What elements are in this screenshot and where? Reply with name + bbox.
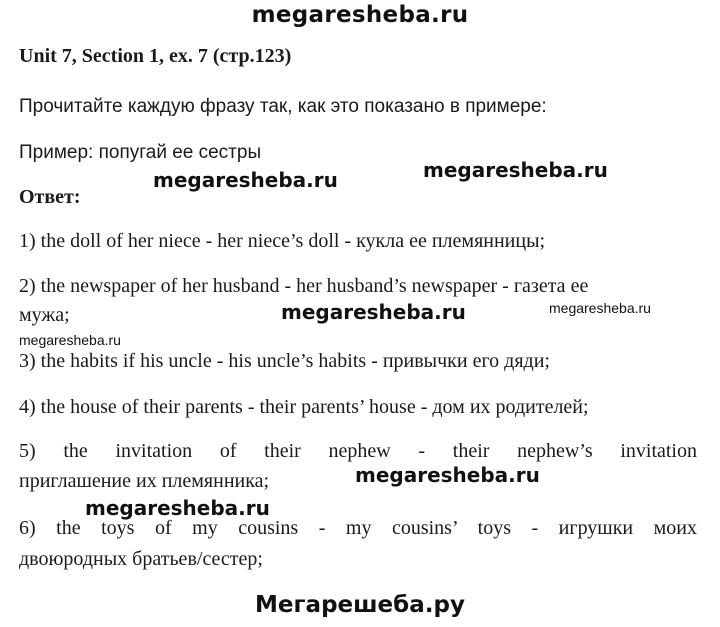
- answer-item-6-continuation: двоюродных братьев/сестер;: [19, 548, 263, 570]
- answer-item-3: 3) the habits if his uncle - his uncle’s habits - привычки его дяди;: [19, 350, 550, 372]
- answer-item-6: 6) the toys of my cousins - my cousins’ toys - игрушки моих: [19, 517, 697, 539]
- answer-item-4: 4) the house of their parents - their parents’ house - дом их родителей;: [19, 396, 589, 418]
- answer-item-2-continuation: мужа;: [19, 304, 70, 326]
- exercise-title: Unit 7, Section 1, ex. 7 (стр.123): [19, 45, 292, 67]
- watermark: megaresheba.ru: [423, 158, 608, 182]
- footer-watermark: Мегарешеба.ру: [255, 592, 465, 618]
- answer-label: Ответ:: [19, 186, 81, 208]
- instruction-text: Прочитайте каждую фразу так, как это показано в примере:: [19, 96, 547, 117]
- answer-item-5: 5) the invitation of their nephew - their nephew’s invitation: [19, 440, 697, 462]
- header-watermark: megaresheba.ru: [251, 2, 469, 28]
- watermark: megaresheba.ru: [281, 300, 466, 324]
- example-text: Пример: попугай ее сестры: [19, 142, 262, 163]
- watermark: megaresheba.ru: [153, 168, 338, 192]
- watermark: megaresheba.ru: [549, 300, 651, 316]
- answer-item-1: 1) the doll of her niece - her niece’s doll - кукла ее племянницы;: [19, 230, 546, 252]
- watermark: megaresheba.ru: [19, 332, 121, 348]
- answer-item-5-continuation: приглашение их племянника;: [19, 470, 270, 492]
- watermark: megaresheba.ru: [85, 496, 270, 520]
- answer-item-2: 2) the newspaper of her husband - her husband’s newspaper - газета ее: [19, 275, 589, 297]
- watermark: megaresheba.ru: [355, 463, 540, 487]
